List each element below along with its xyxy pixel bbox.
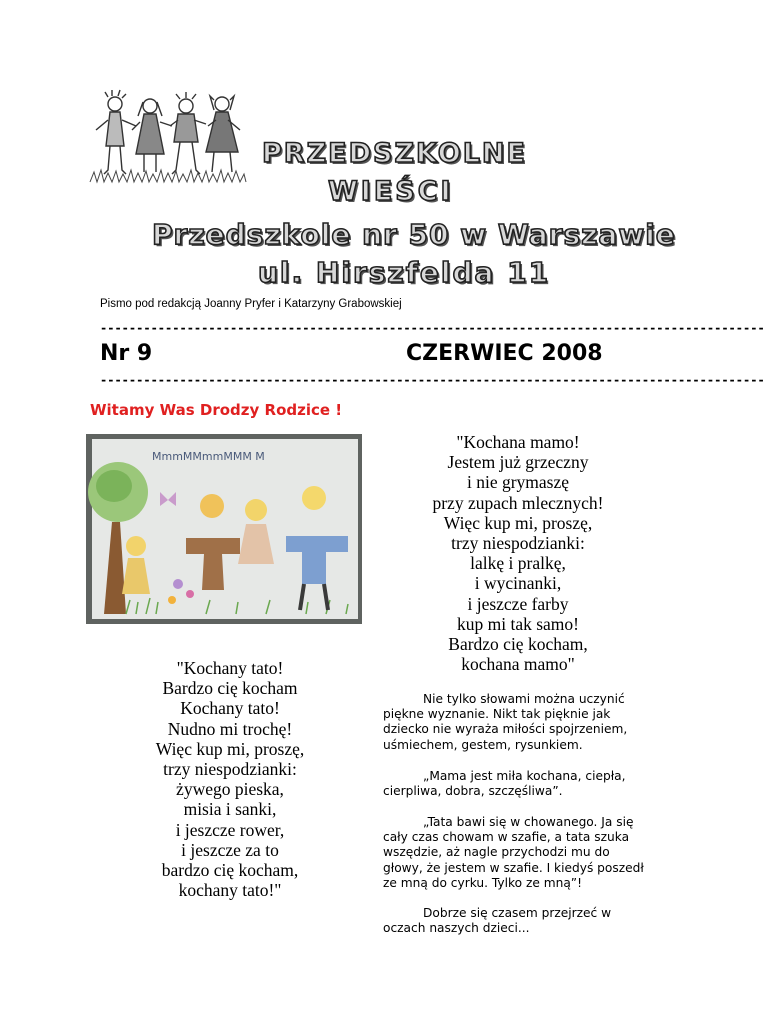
poem-line: żywego pieska, (176, 779, 284, 800)
divider-top: -------------------------------------------------------------------------------------------- (100, 321, 765, 335)
paragraph-intro (383, 692, 645, 753)
poem-line: kochany tato!" (178, 880, 282, 901)
paragraph-text: Dobrze się czasem przejrzeć w oczach naszych dzieci... (383, 906, 612, 936)
school-name: Przedszkole nr 50 w Warszawie (152, 218, 676, 251)
poem-line: i jeszcze farby (467, 593, 569, 614)
child-drawing-photo (86, 434, 362, 624)
poem-line: bardzo cię kocham, (161, 860, 299, 881)
issue-number: Nr 9 (100, 341, 153, 366)
poem-line: Kochany tato! (180, 698, 280, 719)
paragraph-text: „Mama jest miła kochana, ciepła, cierpliwa, dobra, szczęśliwa”. (383, 769, 626, 799)
poem-line: i jeszcze za to (181, 839, 279, 860)
poem-line: misia i sanki, (183, 799, 277, 820)
poem-line: lalkę i pralkę, (470, 553, 566, 574)
issue-date: CZERWIEC 2008 (406, 341, 603, 366)
poem-line: Bardzo cię kocham, (448, 634, 588, 655)
poem-line: "Kochany tato! (176, 658, 284, 678)
poem-line: przy zupach mlecznych! (432, 492, 604, 513)
school-address: ul. Hirszfelda 11 (258, 256, 551, 289)
poem-line: Bardzo cię kocham (162, 678, 298, 699)
poem-line: i jeszcze rower, (175, 819, 285, 840)
poem-line: kup mi tak samo! (457, 613, 579, 634)
newsletter-title-line2: WIEŚCI (328, 176, 454, 207)
paragraph-tata-quote (383, 815, 645, 891)
editors-credit: Pismo pod redakcją Joanny Pryfer i Katarzyny Grabowskiej (100, 298, 402, 310)
paragraph-text: Nie tylko słowami można uczynić piękne wyznanie. Nikt tak pięknie jak dziecko nie wyraża miłości spojrzeniem, uśmiechem, gestem, rysunkiem. (383, 692, 628, 752)
divider-bottom: -------------------------------------------------------------------------------------------- (100, 373, 765, 387)
poem-line: trzy niespodzianki: (163, 759, 297, 780)
poem-line: "Kochana mamo! (456, 432, 580, 452)
poem-line: i wycinanki, (474, 573, 562, 594)
paragraph-mama-quote (383, 769, 645, 799)
poem-to-mom (378, 432, 658, 674)
greeting-heading: Witamy Was Drodzy Rodzice ! (90, 401, 343, 419)
poem-line: kochana mamo" (461, 654, 575, 675)
paragraph-closing (383, 906, 645, 936)
children-logo-drawing (88, 86, 248, 186)
poem-to-dad (80, 658, 380, 900)
poem-line: i nie grymaszę (466, 472, 570, 493)
poem-line: Więc kup mi, proszę, (155, 738, 305, 759)
newsletter-title-line1: PRZEDSZKOLNE (262, 138, 527, 169)
poem-line: Więc kup mi, proszę, (443, 512, 593, 533)
poem-line: Jestem już grzeczny (447, 452, 589, 473)
poem-line: trzy niespodzianki: (451, 533, 585, 554)
paragraph-text: „Tata bawi się w chowanego. Ja się cały czas chowam w szafie, a tata szuka wszędzie, aż nagle przychodzi mu do głowy, że jestem w szafie. I kiedyś poszedł ze mną do cyrku. Tylko ze mną”! (383, 815, 644, 890)
poem-line: Nudno mi trochę! (167, 718, 293, 739)
drawing-scribble: MmmMMmmMMM M (152, 450, 265, 463)
